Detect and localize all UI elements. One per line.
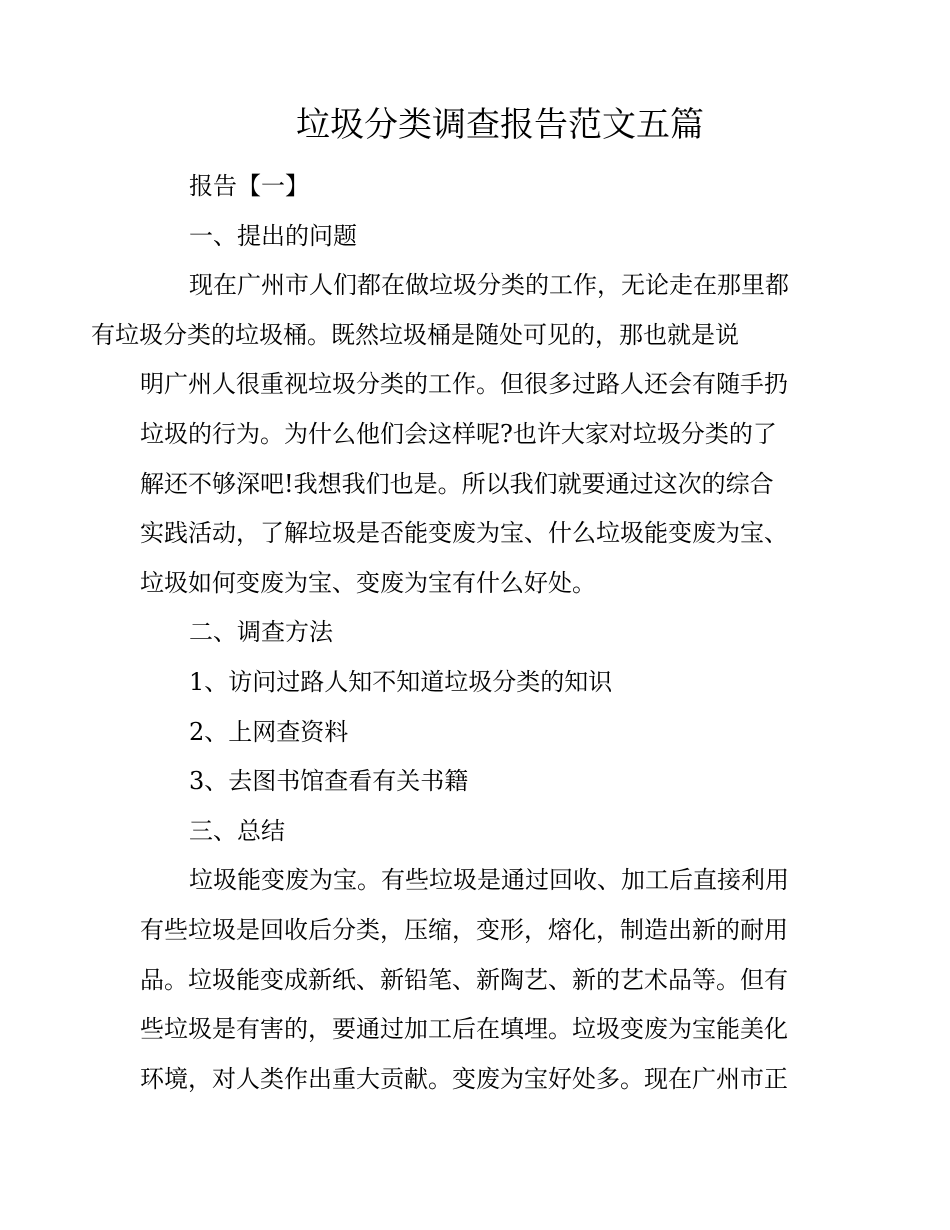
document-body bbox=[91, 162, 815, 1104]
section-heading-summary: 三、总结 bbox=[189, 816, 285, 845]
method-item: 3、去图书馆查看有关书籍 bbox=[189, 767, 469, 796]
text-line: 垃圾能变废为宝。有些垃圾是通过回收、加工后直接利用 bbox=[189, 866, 789, 895]
text-line: 有垃圾分类的垃圾桶。既然垃圾桶是随处可见的，那也就是说 bbox=[91, 320, 739, 349]
text-line: 解还不够深吧!我想我们也是。所以我们就要通过这次的综合 bbox=[140, 469, 774, 498]
text-line: 现在广州市人们都在做垃圾分类的工作，无论走在那里都 bbox=[189, 271, 789, 300]
text-line: 垃圾的行为。为什么他们会这样呢?也许大家对垃圾分类的了 bbox=[140, 419, 777, 448]
paragraph-summary bbox=[140, 856, 815, 1104]
text-line: 品。垃圾能变成新纸、新铅笔、新陶艺、新的艺术品等。但有 bbox=[140, 965, 788, 994]
text-line: 有些垃圾是回收后分类，压缩，变形，熔化，制造出新的耐用 bbox=[140, 915, 788, 944]
document-title: 垃圾分类调查报告范文五篇 bbox=[296, 105, 704, 145]
text-line: 明广州人很重视垃圾分类的工作。但很多过路人还会有随手扔 bbox=[140, 370, 788, 399]
text-line: 实践活动，了解垃圾是否能变废为宝、什么垃圾能变废为宝、 bbox=[140, 519, 788, 548]
section-heading-problem: 一、提出的问题 bbox=[189, 221, 357, 250]
text-line: 环境，对人类作出重大贡献。变废为宝好处多。现在广州市正 bbox=[140, 1064, 788, 1093]
paragraph-problem bbox=[91, 261, 815, 608]
section-heading-method: 二、调查方法 bbox=[189, 618, 333, 647]
text-line: 些垃圾是有害的，要通过加工后在填埋。垃圾变废为宝能美化 bbox=[140, 1015, 788, 1044]
method-item: 2、上网查资料 bbox=[189, 717, 349, 746]
report-heading: 报告【一】 bbox=[189, 172, 309, 200]
text-line: 垃圾如何变废为宝、变废为宝有什么好处。 bbox=[140, 568, 596, 597]
method-item: 1、访问过路人知不知道垃圾分类的知识 bbox=[189, 667, 613, 696]
